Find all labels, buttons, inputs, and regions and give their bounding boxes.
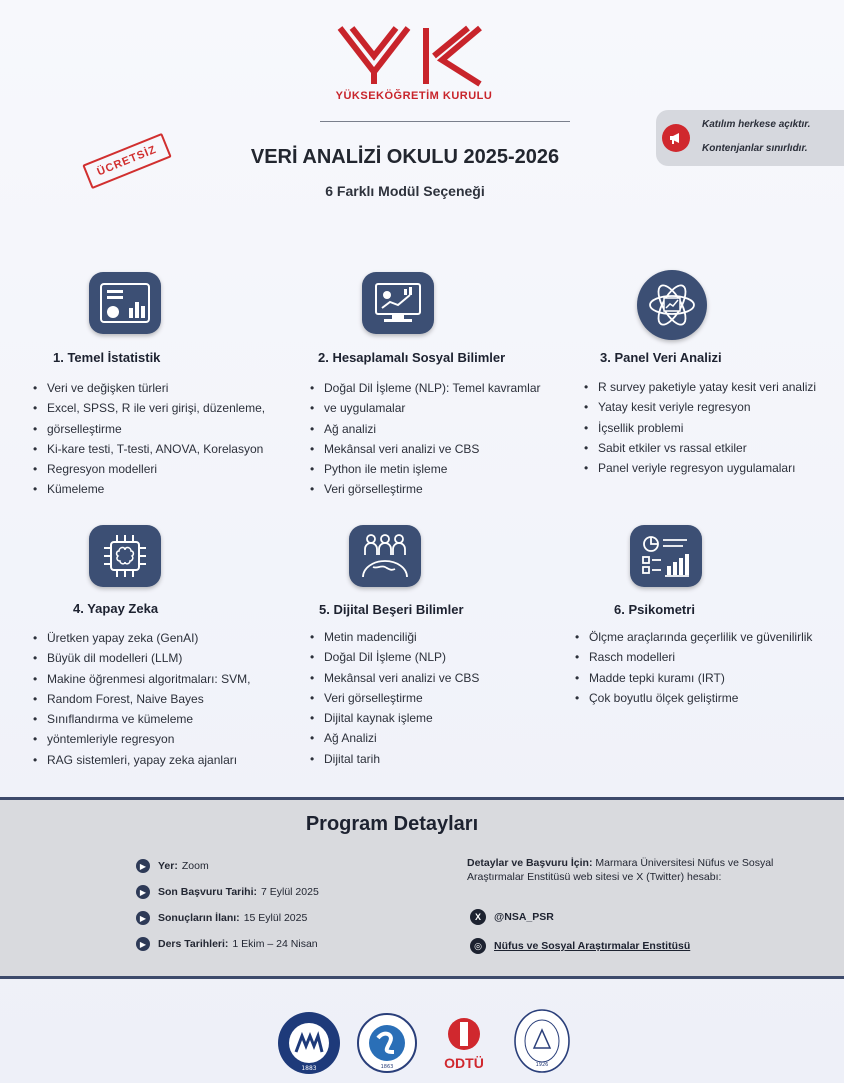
free-stamp: ÜCRETSİZ — [82, 133, 171, 189]
apply-info — [467, 856, 787, 884]
detail-location — [136, 858, 209, 874]
people-globe-icon — [349, 525, 421, 587]
report-chart-icon — [630, 525, 702, 587]
twitter-link[interactable] — [470, 908, 554, 926]
list-item: • Ki-kare testi, T-testi, ANOVA, Korelasyon — [33, 439, 293, 459]
module-title-4: 4. Yapay Zeka — [73, 601, 159, 616]
module-list-3 — [584, 377, 844, 478]
list-item: • Veri görselleştirme — [310, 479, 580, 499]
module-title-1: 1. Temel İstatistik — [53, 350, 161, 365]
arrow-right-icon: ▶ — [136, 859, 150, 873]
detail-value: 1 Ekim – 24 Nisan — [232, 938, 318, 950]
list-item: • Yatay kesit veriyle regresyon — [584, 397, 844, 417]
detail-value: 15 Eylül 2025 — [243, 912, 308, 924]
chart-dashboard-icon — [89, 272, 161, 334]
list-item: • Madde tepki kuramı (IRT) — [575, 668, 844, 688]
module-title-3: 3. Panel Veri Analizi — [600, 350, 722, 365]
module-title-6: 6. Psikometri — [614, 602, 695, 617]
ai-chip-icon — [89, 525, 161, 587]
details-title: Program Detayları — [305, 813, 479, 835]
list-item: • Mekânsal veri analizi ve CBS — [310, 439, 580, 459]
detail-course-dates — [136, 936, 318, 952]
module-title-5: 5. Dijital Beşeri Bilimler — [319, 602, 464, 617]
list-item: • Python ile metin işleme — [310, 459, 580, 479]
istanbul-university-logo — [512, 1008, 572, 1074]
list-item: • R survey paketiyle yatay kesit veri analizi — [584, 377, 844, 397]
list-item: • Excel, SPSS, R ile veri girişi, düzenleme, — [33, 398, 293, 418]
bogazici-year: 1863 — [380, 1064, 394, 1070]
module-list-4 — [33, 628, 303, 770]
list-item: • Üretken yapay zeka (GenAI) — [33, 628, 303, 648]
list-item: • Doğal Dil İşleme (NLP) — [310, 647, 570, 667]
list-item: • Metin madenciliği — [310, 627, 570, 647]
detail-label: Ders Tarihleri: — [158, 938, 229, 950]
detail-deadline — [136, 884, 319, 900]
list-item: • Makine öğrenmesi algoritmaları: SVM, — [33, 669, 303, 689]
website-name[interactable]: Nüfus ve Sosyal Araştırmalar Enstitüsü — [494, 940, 691, 952]
module-list-5 — [310, 627, 570, 769]
notice-line-2: Kontenjanlar sınırlıdır. — [702, 143, 808, 154]
list-item: • Mekânsal veri analizi ve CBS — [310, 668, 570, 688]
detail-label: Yer: — [158, 860, 178, 872]
detail-results — [136, 910, 307, 926]
odtu-logo — [440, 1016, 488, 1072]
arrow-right-icon: ▶ — [136, 911, 150, 925]
arrow-right-icon: ▶ — [136, 937, 150, 951]
list-item: • Doğal Dil İşleme (NLP): Temel kavramlar — [310, 378, 580, 398]
twitter-handle[interactable]: @NSA_PSR — [494, 911, 554, 923]
list-item: • Kümeleme — [33, 479, 293, 499]
marmara-university-logo — [276, 1010, 342, 1076]
page-subtitle: 6 Farklı Modül Seçeneği — [325, 183, 485, 199]
list-item: • Çok boyutlu ölçek geliştirme — [575, 688, 844, 708]
globe-icon: ◎ — [470, 938, 486, 954]
list-item: • Sınıflandırma ve kümeleme — [33, 709, 303, 729]
org-name: YÜKSEKÖĞRETİM KURULU — [335, 90, 493, 102]
list-item: • Büyük dil modelleri (LLM) — [33, 648, 303, 668]
list-item: • Ağ analizi — [310, 419, 580, 439]
list-item: • yöntemleriyle regresyon — [33, 729, 303, 749]
list-item: • İçsellik problemi — [584, 418, 844, 438]
megaphone-icon — [662, 124, 690, 152]
list-item: • ve uygulamalar — [310, 398, 580, 418]
apply-text: Marmara Üniversitesi Nüfus ve Sosyal Araştırmalar Enstitüsü web sitesi ve X (Twitter) hesabı: — [467, 857, 774, 883]
detail-label: Sonuçların İlanı: — [158, 912, 240, 924]
module-list-1 — [33, 378, 293, 500]
marmara-year: 1883 — [301, 1065, 317, 1072]
list-item: • Rasch modelleri — [575, 647, 844, 667]
bogazici-university-logo — [356, 1012, 418, 1074]
list-item: • Veri görselleştirme — [310, 688, 570, 708]
module-title-2: 2. Hesaplamalı Sosyal Bilimler — [318, 350, 506, 365]
divider — [320, 121, 570, 122]
list-item: • Regresyon modelleri — [33, 459, 293, 479]
list-item: • Dijital kaynak işleme — [310, 708, 570, 728]
apply-label: Detaylar ve Başvuru İçin: — [467, 857, 593, 869]
arrow-right-icon: ▶ — [136, 885, 150, 899]
list-item: • Random Forest, Naive Bayes — [33, 689, 303, 709]
list-item: • Ölçme araçlarında geçerlilik ve güvenilirlik — [575, 627, 844, 647]
website-link[interactable] — [470, 937, 690, 955]
list-item: • Ağ Analizi — [310, 728, 570, 748]
module-list-2 — [310, 378, 580, 500]
atom-chart-icon — [637, 270, 707, 340]
list-item: • Veri ve değişken türleri — [33, 378, 293, 398]
page-title: VERİ ANALİZİ OKULU 2025-2026 — [250, 146, 560, 168]
monitor-analytics-icon — [362, 272, 434, 334]
module-list-6 — [575, 627, 844, 708]
list-item: • Sabit etkiler vs rassal etkiler — [584, 438, 844, 458]
list-item: • görselleştirme — [33, 419, 293, 439]
notice-box — [656, 110, 844, 166]
list-item: • RAG sistemleri, yapay zeka ajanları — [33, 750, 303, 770]
odtu-name: ODTÜ — [444, 1055, 484, 1071]
list-item: • Dijital tarih — [310, 749, 570, 769]
istanbul-year: 1926 — [535, 1062, 549, 1068]
detail-value: Zoom — [181, 860, 209, 872]
list-item: • Panel veriyle regresyon uygulamaları — [584, 458, 844, 478]
detail-label: Son Başvuru Tarihi: — [158, 886, 257, 898]
notice-line-1: Katılım herkese açıktır. — [702, 119, 811, 130]
x-twitter-icon: X — [470, 909, 486, 925]
detail-value: 7 Eylül 2025 — [261, 886, 319, 898]
